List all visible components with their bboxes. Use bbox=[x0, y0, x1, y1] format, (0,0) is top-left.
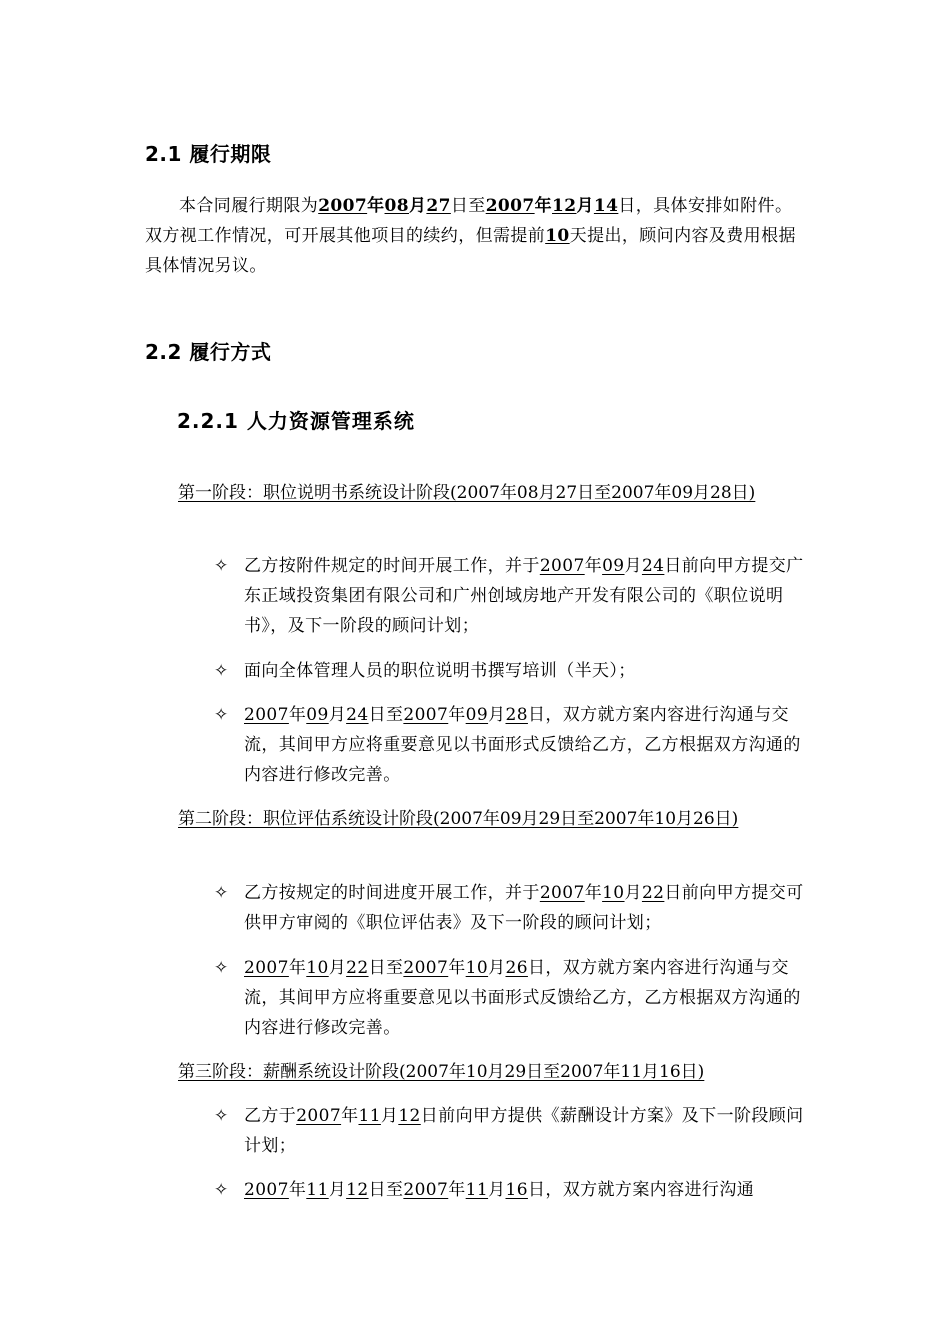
date-month: 11 bbox=[358, 1106, 381, 1126]
text: 年 bbox=[448, 705, 466, 725]
text: 月 bbox=[488, 958, 506, 978]
text: 日至 bbox=[368, 958, 404, 978]
text: 日，双方就方案内容进行沟通与交流，其间甲方应将重要意见以书面形式反馈给乙方，乙方根据双方沟通的内容进行修改完善。 bbox=[244, 705, 801, 785]
heading-2-1: 2.1 履行期限 bbox=[145, 142, 272, 166]
date-year: 2007 bbox=[403, 705, 449, 725]
text: 面向全体管理人员的职位说明书撰写培训（半天）； bbox=[244, 661, 636, 681]
bullet-icon: ✧ bbox=[214, 705, 229, 725]
date-year: 2007 bbox=[539, 883, 585, 903]
text: 月 bbox=[488, 1180, 506, 1200]
text: 日，双方就方案内容进行沟通与交流，其间甲方应将重要意见以书面形式反馈给乙方，乙方根据双方沟通的内容进行修改完善。 bbox=[244, 958, 801, 1038]
text: 乙方于 bbox=[244, 1106, 297, 1126]
text: 乙方按规定的时间进度开展工作，并于 bbox=[244, 883, 540, 903]
date-year: 2007 bbox=[403, 1180, 449, 1200]
text: 月 bbox=[488, 705, 506, 725]
stage-2-title bbox=[145, 804, 809, 835]
text: 年 bbox=[448, 1180, 466, 1200]
text: 日，具体安排如附件。双方视工作情况，可开展其他项目的续约，但需提前 bbox=[145, 196, 793, 246]
text: 第二阶段：职位评估系统设计阶段(2007年09月29日至2007年10月26日) bbox=[178, 809, 739, 829]
stage-1-title bbox=[145, 478, 809, 509]
date-month: 10 bbox=[306, 958, 329, 978]
date-month: 11 bbox=[306, 1180, 329, 1200]
text: 日至 bbox=[450, 196, 486, 216]
text: 月 bbox=[380, 1106, 399, 1126]
end-month: 12 bbox=[552, 196, 577, 216]
date-day: 24 bbox=[641, 556, 665, 576]
date-day: 24 bbox=[346, 705, 369, 725]
stage-3-title bbox=[145, 1057, 809, 1088]
text: 年 bbox=[448, 958, 466, 978]
text: 月 bbox=[624, 883, 642, 903]
text: 第一阶段：职位说明书系统设计阶段(2007年08月27日至2007年09月28日) bbox=[178, 483, 756, 503]
bullet-icon: ✧ bbox=[214, 556, 229, 576]
date-year: 2007 bbox=[403, 958, 449, 978]
date-year: 2007 bbox=[539, 556, 585, 576]
date-day: 26 bbox=[505, 958, 528, 978]
start-day: 27 bbox=[426, 196, 451, 216]
date-month: 09 bbox=[465, 705, 489, 725]
date-day: 16 bbox=[505, 1180, 528, 1200]
heading-2-2: 2.2 履行方式 bbox=[145, 340, 272, 364]
text: 年 bbox=[288, 705, 307, 725]
date-year: 2007 bbox=[244, 705, 289, 725]
date-day: 12 bbox=[346, 1180, 369, 1200]
date-month: 09 bbox=[602, 556, 625, 576]
text: 月 bbox=[409, 196, 427, 216]
bullet-icon: ✧ bbox=[214, 958, 229, 978]
bullet-icon: ✧ bbox=[214, 661, 229, 681]
date-day: 22 bbox=[641, 883, 665, 903]
text: 月 bbox=[328, 958, 347, 978]
date-month: 10 bbox=[602, 883, 625, 903]
text: 年 bbox=[288, 1180, 307, 1200]
heading-2-2-1: 2.2.1 人力资源管理系统 bbox=[177, 409, 415, 433]
start-year: 2007 bbox=[318, 196, 368, 216]
date-month: 09 bbox=[306, 705, 329, 725]
date-day: 28 bbox=[505, 705, 528, 725]
end-day: 14 bbox=[593, 196, 619, 216]
date-day: 12 bbox=[398, 1106, 421, 1126]
bullet-icon: ✧ bbox=[214, 1106, 229, 1126]
date-month: 11 bbox=[465, 1180, 489, 1200]
date-year: 2007 bbox=[244, 958, 289, 978]
text: 年 bbox=[584, 883, 603, 903]
text: 年 bbox=[367, 196, 385, 216]
text: 日前向甲方提交可供甲方审阅的《职位评估表》及下一阶段的顾问计划； bbox=[244, 883, 804, 933]
text: 年 bbox=[341, 1106, 359, 1126]
text: 日前向甲方提交广东正域投资集团有限公司和广州创域房地产开发有限公司的《职位说明书》，及下一阶段的顾问计划； bbox=[244, 556, 804, 636]
end-year: 2007 bbox=[485, 196, 535, 216]
text: 年 bbox=[288, 958, 307, 978]
text: 第三阶段：薪酬系统设计阶段(2007年10月29日至2007年11月16日) bbox=[178, 1062, 705, 1082]
text: 年 bbox=[584, 556, 603, 576]
date-year: 2007 bbox=[296, 1106, 342, 1126]
text: 日至 bbox=[368, 1180, 404, 1200]
paragraph-term bbox=[145, 191, 809, 281]
text: 日前向甲方提供《薪酬设计方案》及下一阶段顾问计划； bbox=[244, 1106, 804, 1156]
date-month: 10 bbox=[465, 958, 489, 978]
text: 天提出，顾问内容及费用根据具体情况另议。 bbox=[145, 226, 796, 276]
text: 月 bbox=[576, 196, 594, 216]
text: 本合同履行期限为 bbox=[179, 196, 319, 216]
bullet-icon: ✧ bbox=[214, 1180, 229, 1200]
text: 乙方按附件规定的时间开展工作，并于 bbox=[244, 556, 540, 576]
date-year: 2007 bbox=[244, 1180, 289, 1200]
text: 日至 bbox=[368, 705, 404, 725]
text: 日，双方就方案内容进行沟通 bbox=[527, 1180, 755, 1200]
text: 月 bbox=[624, 556, 642, 576]
bullet-icon: ✧ bbox=[214, 883, 229, 903]
text: 年 bbox=[534, 196, 553, 216]
start-month: 08 bbox=[384, 196, 409, 216]
date-day: 22 bbox=[346, 958, 369, 978]
text: 月 bbox=[328, 705, 347, 725]
text: 月 bbox=[328, 1180, 347, 1200]
notice-days: 10 bbox=[545, 226, 570, 246]
